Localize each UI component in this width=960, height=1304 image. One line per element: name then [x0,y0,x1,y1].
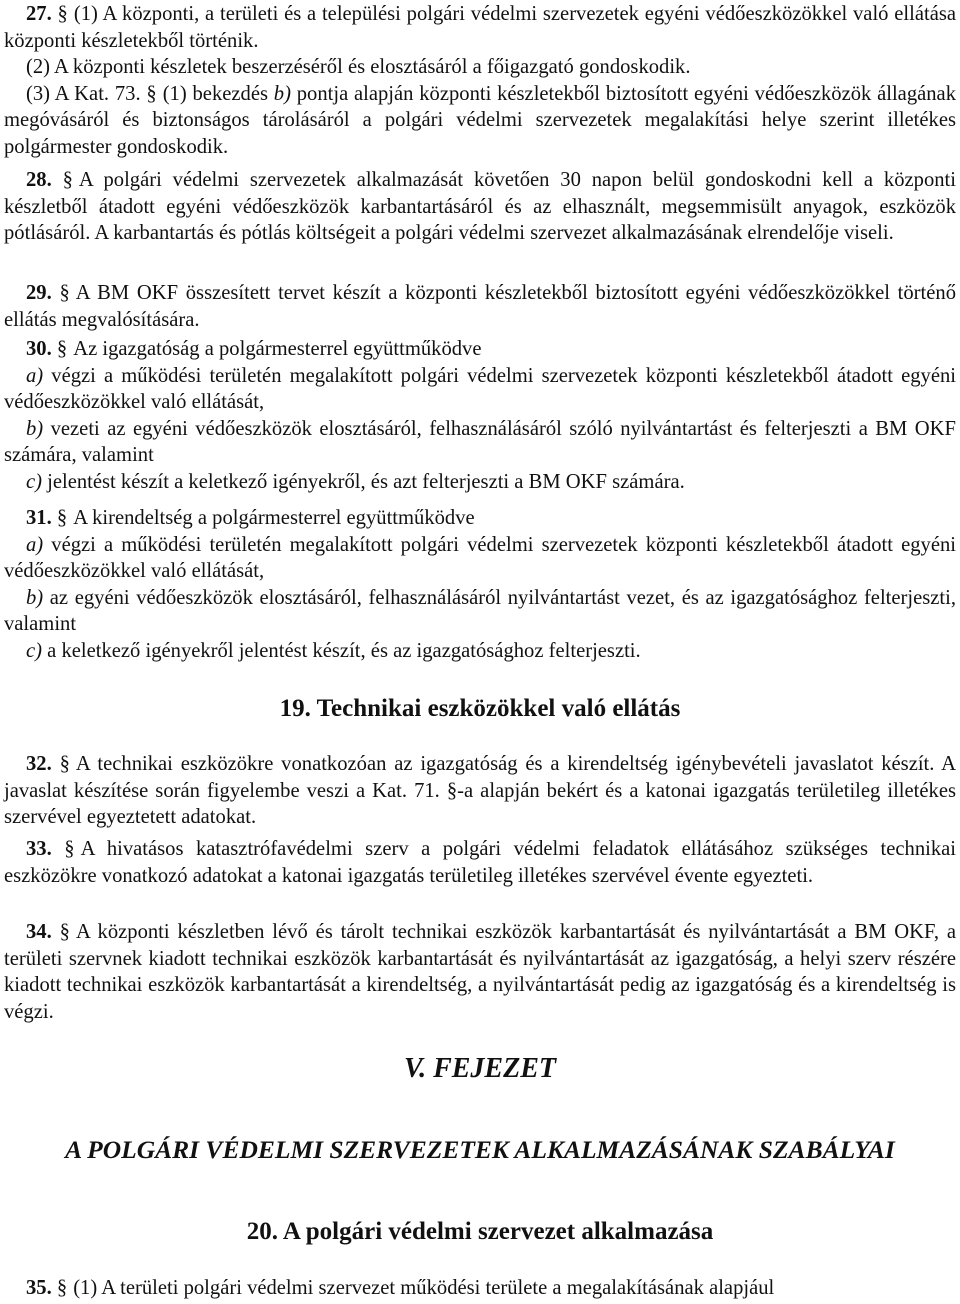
paragraph-number: 27. [26,3,52,25]
paragraph-text: (2) A központi készletek beszerzéséről és elosztásáról a főigazgató gondoskodik. [26,56,691,78]
point-a [4,363,956,416]
paragraph-number: 35. [26,1277,52,1299]
paragraph-text: pontja alapján központi készletekből biztosított egyéni védőeszközök állagának megóvásáról és biztonságos tárolásáról a polgári védelmi szervezetek megalakítási helye szerint illetékes polgármester gondoskodik. [4,82,956,158]
point-label: a) [26,364,44,387]
point-c [4,469,956,496]
paragraph-text: A technikai eszközökre vonatkozóan az igazgatóság és a kirendeltség igénybevételi javaslatot készít. A javaslat készítése során figyelembe veszi a Kat. 71. §-a alapján bekért és a katonai igazgatás területileg illetékes szervével egyeztetett adatokat. [4,753,956,828]
paragraph-text: (1) A területi polgári védelmi szervezet működési területe a megalakításának alapjául [73,1277,775,1299]
section-sign-icon: § [62,169,73,191]
point-text: az egyéni védőeszközök elosztásáról, felhasználásáról nyilvántartást vezet, és az igazgatósághoz felterjeszti, valamint [4,586,956,635]
paragraph-31 [4,505,956,664]
chapter-title: A POLGÁRI VÉDELMI SZERVEZETEK ALKALMAZÁSÁNAK SZABÁLYAI [65,1135,895,1164]
paragraph-number: 32. [26,753,52,775]
paragraph-27-part-1 [4,1,956,54]
paragraph-35 [4,1275,956,1302]
section-sign-icon: § [59,921,70,943]
paragraph-27-part-3 [4,81,956,161]
section-heading-19: 19. Technikai eszközökkel való ellátás [279,695,681,722]
paragraph-text: A BM OKF összesített tervet készít a központi készletekből biztosított egyéni védőeszközökkel történő ellátás megvalósítására. [4,282,956,331]
point-label: b) [26,417,44,440]
paragraph-text: Az igazgatóság a polgármesterrel együttműködve [73,338,482,360]
paragraph-text: A hivatásos katasztrófavédelmi szerv a polgári védelmi feladatok ellátásához szükséges technikai eszközökre vonatkozó adatokat a katonai igazgatás területileg illetékes szervével évente egyezteti. [4,838,956,887]
section-sign-icon: § [57,3,68,25]
point-label: c) [26,639,42,662]
paragraph-text: A polgári védelmi szervezetek alkalmazását követően 30 napon belül gondoskodni kell a központi készletből átadott egyéni védőeszközök karbantartásáról és az elhasznált, megsemmisült anyagok, eszközök pótlásáról. A karbantartás és pótlás költségeit a polgári védelmi szervezet alkalmazásának elrendelője viseli. [4,169,956,244]
paragraph-number: 33. [26,838,52,860]
paragraph-number: 29. [26,282,52,304]
point-text: végzi a működési területén megalakított polgári védelmi szervezetek központi készletekből átadott egyéni védőeszközökkel való ellátását, [4,533,956,582]
paragraph-number: 34. [26,921,52,943]
paragraph-number: 31. [26,507,52,529]
point-c [4,638,956,665]
paragraph-number: 28. [26,169,52,191]
section-sign-icon: § [56,507,68,529]
paragraph-text: (1) bekezdés [162,82,268,105]
paragraph-text: A kirendeltség a polgármesterrel együttműködve [73,507,475,529]
point-label: b) [273,82,291,105]
section-sign-icon: § [64,838,75,860]
point-text: jelentést készít a keletkező igényekről, és azt felterjeszti a BM OKF számára. [47,470,685,493]
paragraph-number: 30. [26,338,52,360]
paragraph-27 [4,1,956,160]
point-label: c) [26,470,42,493]
point-text: vezeti az egyéni védőeszközök elosztásáról, felhasználásáról szóló nyilvántartást és felterjeszti a BM OKF számára, valamint [4,417,956,466]
paragraph-33 [4,836,956,889]
chapter-number: V. FEJEZET [404,1053,556,1084]
paragraph-text: A központi készletben lévő és tárolt technikai eszközök karbantartását és nyilvántartását a BM OKF, a területi szervnek kiadott technikai eszközök karbantartását és nyilvántartását az igazgatóság, a helyi szerv részére kiadott technikai eszközök karbantartását a kirendeltség, a nyilvántartását pedig az igazgatóság és a kirendeltség is végzi. [4,921,957,1023]
section-sign-icon: § [146,82,157,105]
paragraph-32 [4,751,956,831]
point-label: b) [26,586,44,609]
point-a [4,532,956,585]
section-sign-icon: § [59,282,70,304]
paragraph-34 [4,919,956,1025]
point-label: a) [26,533,44,556]
point-text: a keletkező igényekről jelentést készít, és az igazgatósághoz felterjeszti. [47,639,641,662]
section-sign-icon: § [59,753,70,775]
section-heading-20: 20. A polgári védelmi szervezet alkalmazása [246,1218,714,1245]
paragraph-28 [4,167,956,247]
point-b [4,416,956,469]
point-b [4,585,956,638]
paragraph-29 [4,280,956,333]
point-text: végzi a működési területén megalakított polgári védelmi szervezetek központi készletekből átadott egyéni védőeszközökkel való ellátását, [4,364,956,413]
section-sign-icon: § [56,1277,68,1299]
paragraph-27-part-2 [4,54,956,81]
paragraph-text: (1) A központi, a területi és a települési polgári védelmi szervezetek egyéni védőeszközökkel való ellátása központi készletekből történik. [4,3,956,52]
paragraph-30 [4,336,956,495]
paragraph-text: (3) A Kat. 73. [26,82,141,105]
section-sign-icon: § [56,338,68,360]
